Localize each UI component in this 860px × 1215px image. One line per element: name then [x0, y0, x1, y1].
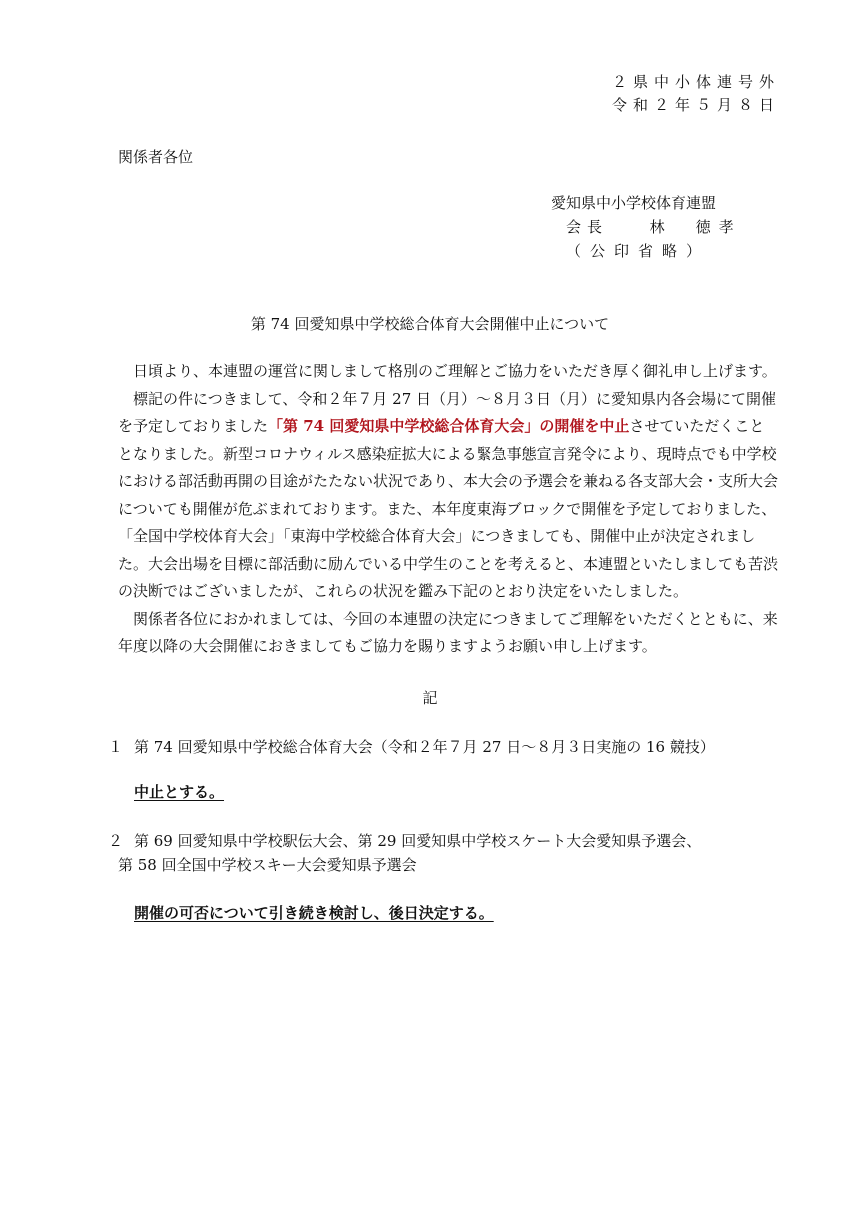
- addressee: 関係者各位: [118, 148, 194, 166]
- paragraph-request: 関係者各位におかれましては、今回の本連盟の決定につきましてご理解をいただくとともに、来年度以降の大会開催におきましてもご協力を賜りますようお願い申し上げます。: [118, 609, 778, 655]
- body-text: [118, 358, 778, 661]
- item-2-decision: 開催の可否について引き続き検討し、後日決定する。: [134, 904, 494, 922]
- sender-name: 林 徳孝: [649, 218, 742, 236]
- cancellation-highlight: 「第 74 回愛知県中学校総合体育大会」の開催を中止: [268, 417, 630, 435]
- paragraph-main: 標記の件につきまして、令和２年７月 27 日（月）～８月３日（月）に愛知県内各会場にて開催を予定しておりました「第 74 回愛知県中学校総合体育大会」の開催を中止させていただくこととなりました。新型コロナウィルス感染症拡大による緊急事態宣言発令により、現時点でも中学校における部活動再開の目途がたたない状況であり、本大会の予選会を兼ねる各支部大会・支所大会についても開催が危ぶまれております。また、本年度東海ブロックで開催を予定しておりました、「全国中学校体育大会」「東海中学校総合体育大会」につきましても、開催中止が決定されました。大会出場を目標に部活動に励んでいる中学生のことを考えると、本連盟といたしましても苦渋の決断ではございましたが、これらの状況を鑑み下記のとおり決定をいたしました。: [118, 389, 779, 600]
- sender-title-name: [566, 217, 742, 237]
- item-2-number: ２: [108, 832, 124, 850]
- sender-organization: 愛知県中小学校体育連盟: [551, 194, 717, 212]
- paragraph-greeting: 日頃より、本連盟の運営に関しまして格別のご理解とご協力をいただき厚く御礼申し上げます。: [133, 362, 777, 380]
- seal-omitted-note: （公印省略）: [566, 242, 711, 260]
- item-1-text: 第 74 回愛知県中学校総合体育大会（令和２年７月 27 日～８月３日実施の 16 競技）: [134, 738, 715, 756]
- item-1-decision: 中止とする。: [134, 783, 225, 801]
- ki-heading: 記: [422, 689, 438, 707]
- document-number: ２県中小体連号外: [612, 73, 781, 91]
- item-2-text-line-1: 第 69 回愛知県中学校駅伝大会、第 29 回愛知県中学校スケート大会愛知県予選会、: [134, 832, 702, 850]
- document-title: 第 74 回愛知県中学校総合体育大会開催中止について: [250, 315, 610, 333]
- item-2-text-line-2: 第 58 回全国中学校スキー大会愛知県予選会: [118, 856, 417, 874]
- document-date: 令和２年５月８日: [612, 96, 781, 114]
- item-1-number: １: [108, 738, 124, 756]
- sender-title: 会長: [566, 218, 609, 236]
